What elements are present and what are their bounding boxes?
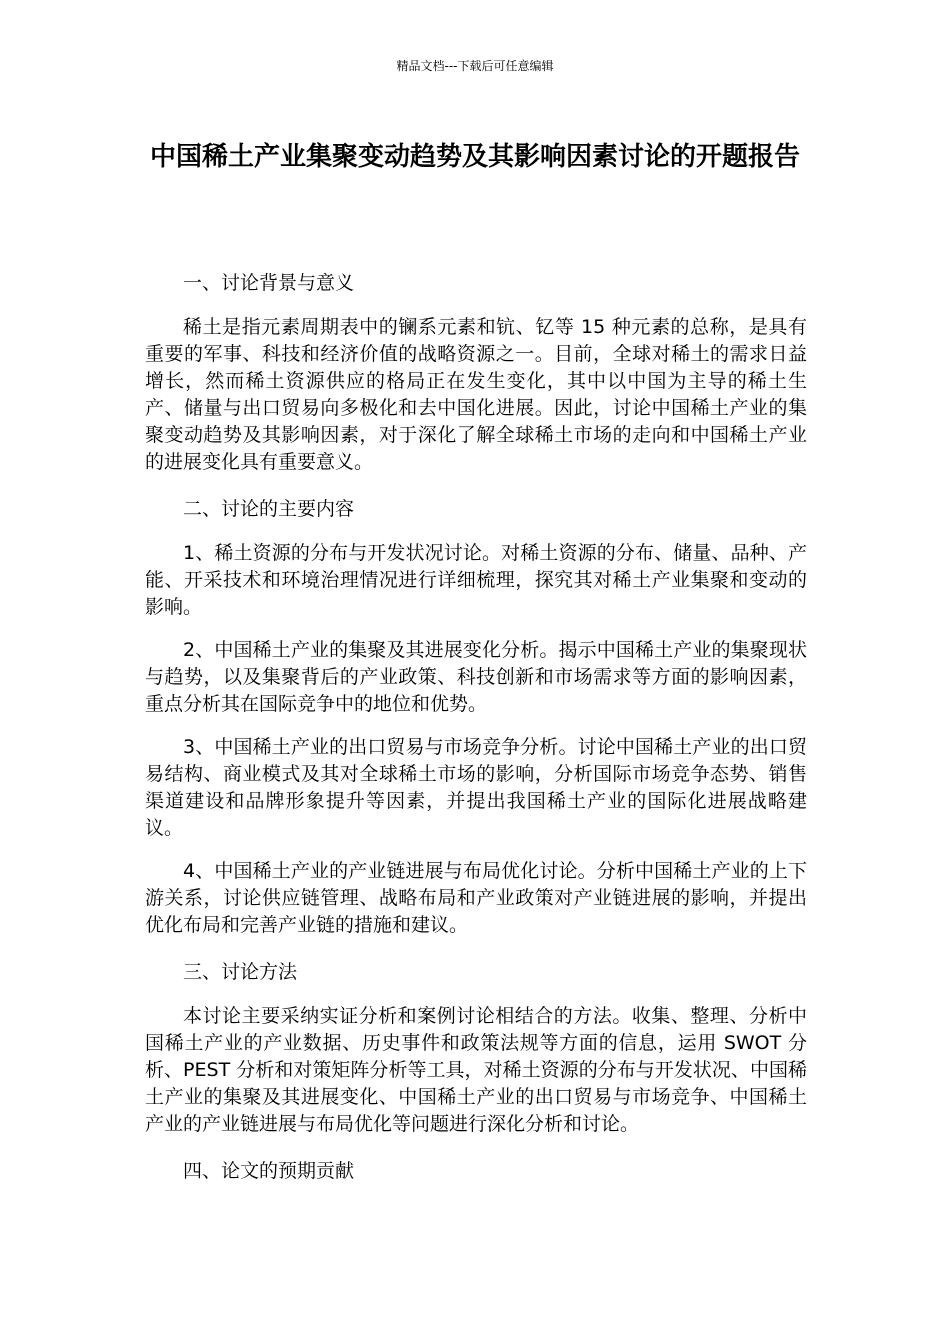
paragraph-content-1: 1、稀土资源的分布与开发状况讨论。对稀土资源的分布、储量、品种、产能、开采技术和环境治理情况进行详细梳理，探究其对稀土产业集聚和变动的影响。: [145, 542, 807, 618]
section-heading-3: 三、讨论方法: [183, 961, 298, 983]
paragraph-background: 稀土是指元素周期表中的镧系元素和钪、钇等 15 种元素的总称，是具有重要的军事、科技和经济价值的战略资源之一。目前，全球对稀土的需求日益增长，然而稀土资源供应的格局正在发生变化，其中以中国为主导的稀土生产、储量与出口贸易向多极化和去中国化进展。因此，讨论中国稀土产业的集聚变动趋势及其影响因素，对于深化了解全球稀土市场的走向和中国稀土产业的进展变化具有重要意义。: [145, 316, 807, 473]
paragraph-content-3: 3、中国稀土产业的出口贸易与市场竞争分析。讨论中国稀土产业的出口贸易结构、商业模式及其对全球稀土市场的影响，分析国际市场竞争态势、销售渠道建设和品牌形象提升等因素，并提出我国稀土产业的国际化进展战略建议。: [145, 736, 807, 839]
paragraph-content-4: 4、中国稀土产业的产业链进展与布局优化讨论。分析中国稀土产业的上下游关系，讨论供应链管理、战略布局和产业政策对产业链进展的影响，并提出优化布局和完善产业链的措施和建议。: [145, 860, 807, 936]
section-heading-4: 四、论文的预期贡献: [183, 1160, 355, 1182]
document-body: [145, 266, 807, 1202]
section-heading-1: 一、讨论背景与意义: [183, 272, 355, 294]
paragraph-methods: 本讨论主要采纳实证分析和案例讨论相结合的方法。收集、整理、分析中国稀土产业的产业数据、历史事件和政策法规等方面的信息，运用 SWOT 分析、PEST 分析和对策矩阵分析等工具，对稀土资源的分布与开发状况、中国稀土产业的集聚及其进展变化、中国稀土产业的出口贸易与市场竞争、中国稀土产业的产业链进展与布局优化等问题进行深化分析和讨论。: [145, 1005, 807, 1135]
section-heading-2: 二、讨论的主要内容: [183, 498, 355, 520]
header-note: 精品文档---下载后可任意编辑: [396, 59, 554, 73]
document-title: 中国稀土产业集聚变动趋势及其影响因素讨论的开题报告: [149, 142, 800, 172]
paragraph-content-2: 2、中国稀土产业的集聚及其进展变化分析。揭示中国稀土产业的集聚现状与趋势，以及集聚背后的产业政策、科技创新和市场需求等方面的影响因素，重点分析其在国际竞争中的地位和优势。: [145, 639, 807, 715]
